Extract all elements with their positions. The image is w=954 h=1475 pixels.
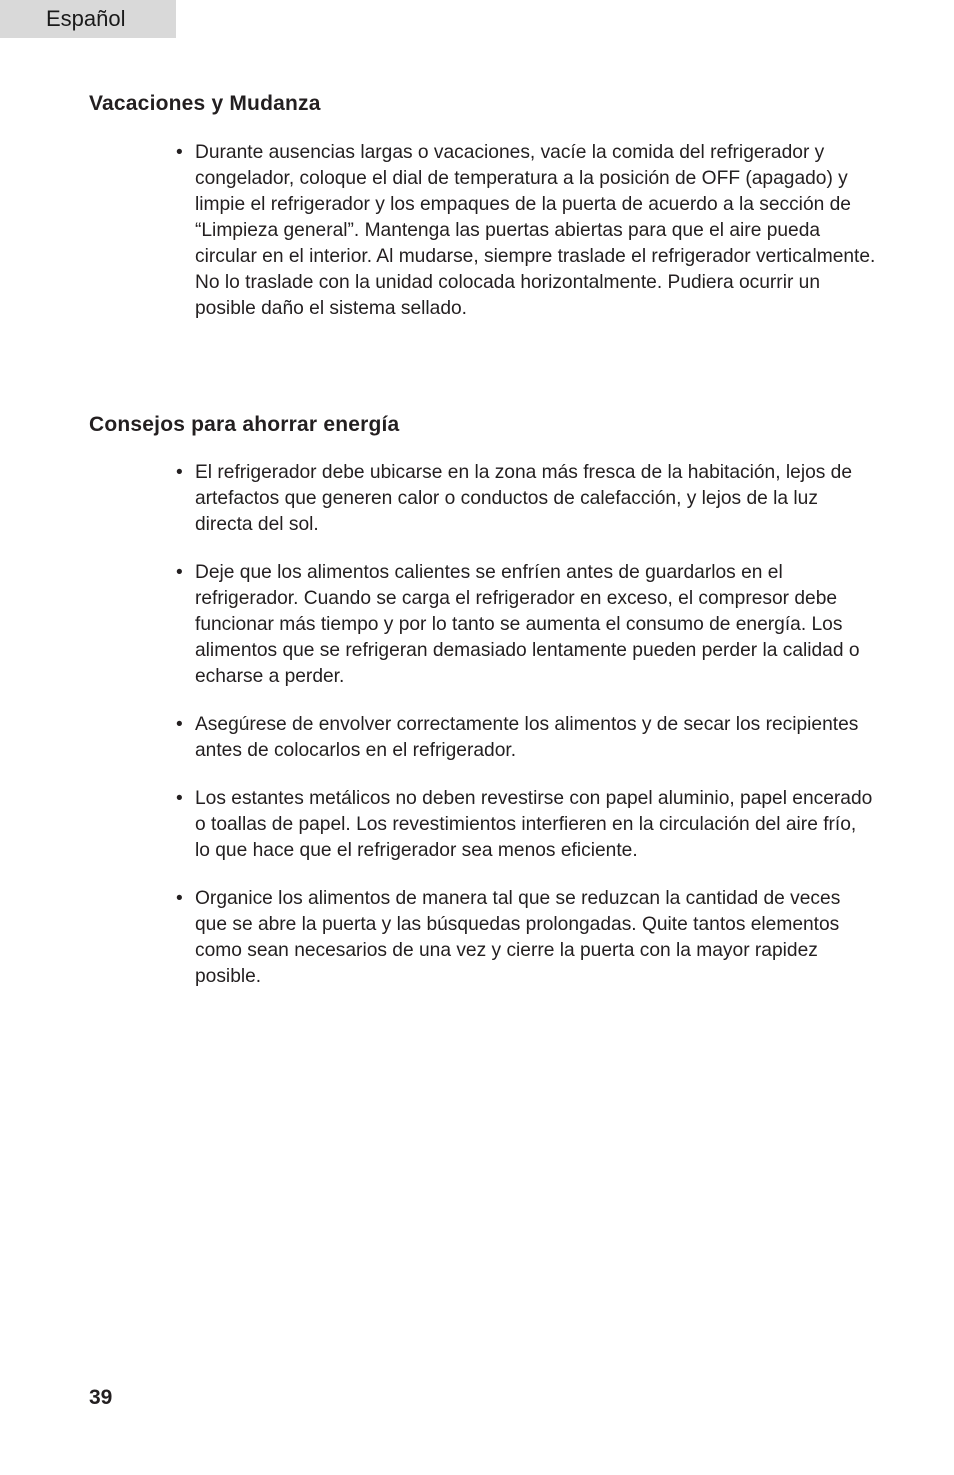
list-item — [176, 560, 876, 690]
list-item — [176, 140, 876, 322]
list-item-text: Deje que los alimentos calientes se enfríen antes de guardarlos en el refrigerador. Cuando se carga el refrigerador en exceso, el compresor debe funcionar más tiempo y por lo tanto se aumenta el consumo de energía. Los alimentos que se refrigeran demasiado lentamente pueden perder la calidad o echarse a perder. — [195, 562, 860, 687]
bullet-icon: • — [176, 462, 183, 483]
language-tab — [0, 0, 176, 38]
section-title-energia: Consejos para ahorrar energía — [89, 413, 400, 436]
list-item-text: Los estantes metálicos no deben revestirse con papel aluminio, papel encerado o toallas de papel. Los revestimientos interfieren en la circulación del aire frío, lo que hace que el refrigerador sea menos eficiente. — [195, 788, 873, 861]
language-tab-label: Español — [46, 6, 126, 31]
list-item — [176, 460, 876, 538]
bullet-icon: • — [176, 142, 183, 163]
energia-list — [176, 460, 876, 990]
list-item — [176, 786, 876, 864]
page-number: 39 — [89, 1386, 113, 1409]
list-item-text: Organice los alimentos de manera tal que se reduzcan la cantidad de veces que se abre la puerta y las búsquedas prolongadas. Quite tantos elementos como sean necesarios de una vez y cierre la puerta con la mayor rapidez posible. — [195, 888, 841, 987]
list-item-text: El refrigerador debe ubicarse en la zona más fresca de la habitación, lejos de artefactos que generen calor o conductos de calefacción, y lejos de la luz directa del sol. — [195, 462, 853, 535]
list-item-text: Asegúrese de envolver correctamente los alimentos y de secar los recipientes antes de colocarlos en el refrigerador. — [195, 714, 859, 761]
list-item — [176, 712, 876, 764]
list-item-text: Durante ausencias largas o vacaciones, vacíe la comida del refrigerador y congelador, coloque el dial de temperatura a la posición de OFF (apagado) y limpie el refrigerador y los empaques de la puerta de acuerdo a la sección de “Limpieza general”. Mantenga las puertas abiertas para que el aire pueda circular en el interior. Al mudarse, siempre traslade el refrigerador verticalmente. No lo traslade con la unidad colocada horizontalmente. Pudiera ocurrir un posible daño el sistema sellado. — [195, 142, 876, 319]
bullet-icon: • — [176, 714, 183, 735]
section-title-vacaciones: Vacaciones y Mudanza — [89, 92, 321, 115]
bullet-icon: • — [176, 888, 183, 909]
bullet-icon: • — [176, 788, 183, 809]
bullet-icon: • — [176, 562, 183, 583]
list-item — [176, 886, 876, 990]
vacaciones-list — [176, 140, 876, 322]
